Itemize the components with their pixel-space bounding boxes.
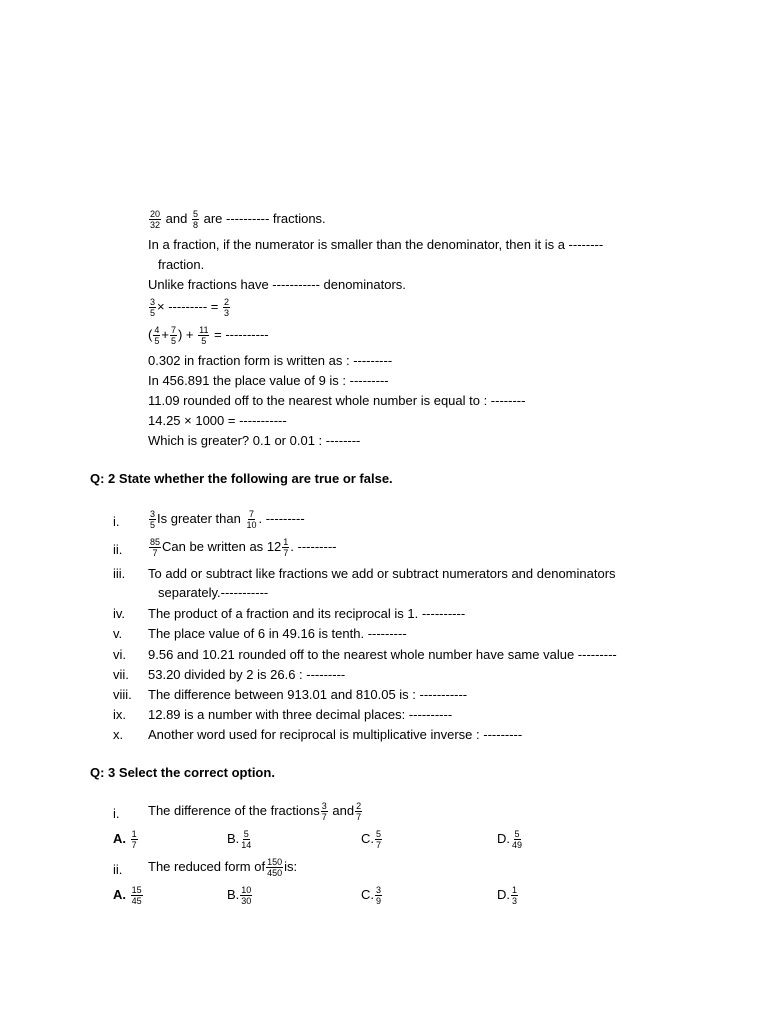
fraction: $\frac{5}{14}$	[241, 829, 252, 850]
mcq-option-c: C. $\frac{5}{7}$	[361, 829, 382, 850]
item-number: iii.	[113, 566, 126, 581]
fraction: $\frac{5}{7}$	[376, 829, 382, 850]
item-number: ix.	[113, 707, 126, 722]
fraction: $\frac{3}{5}$	[150, 509, 156, 530]
fraction: $\frac{1}{3}$	[512, 885, 518, 906]
tf-item: To add or subtract like fractions we add or subtract numerators and denominators	[148, 566, 616, 581]
mcq-option-d: D. $\frac{5}{49}$	[497, 829, 523, 850]
tf-item: 12.89 is a number with three decimal places: ----------	[148, 707, 453, 722]
item-number: ii.	[113, 542, 123, 557]
section-heading: Q: 2 State whether the following are true or false.	[90, 471, 393, 486]
q7-line: In 456.891 the place value of 9 is : ---------	[148, 373, 389, 388]
fraction: $\frac{1}{7}$	[283, 537, 289, 558]
item-number: vii.	[113, 667, 129, 682]
item-number: v.	[113, 626, 123, 641]
tf-item: The place value of 6 in 49.16 is tenth. ---------	[148, 626, 407, 641]
mcq-option-b: B. $\frac{5}{14}$	[227, 829, 252, 850]
fraction: $\frac{1}{7}$	[131, 829, 137, 850]
mcq-question: The difference of the fractions $\frac{3}{7}$ and $\frac{2}{7}$	[148, 801, 362, 822]
fraction: $\frac{7}{5}$	[170, 325, 176, 346]
item-number: vi.	[113, 647, 126, 662]
q1-line: $\frac{20}{32}$ and $\frac{5}{8}$ are ---------- fractions.	[150, 209, 326, 230]
q2-line1: In a fraction, if the numerator is smaller than the denominator, then it is a --------	[148, 237, 604, 252]
tf-item: 53.20 divided by 2 is 26.6 : ---------	[148, 667, 346, 682]
fraction: $\frac{2}{7}$	[356, 801, 362, 822]
q5-line: ( $\frac{4}{5}$ + $\frac{7}{5}$ ) + $\frac{11}{5}$ = ----------	[148, 325, 269, 346]
item-number: i.	[113, 806, 120, 821]
mcq-option-c: C. $\frac{3}{9}$	[361, 885, 382, 906]
tf-item: The difference between 913.01 and 810.05 is : -----------	[148, 687, 468, 702]
tf-item: $\frac{3}{5}$ Is greater than $\frac{7}{10}$ . ---------	[150, 509, 305, 530]
item-number: i.	[113, 514, 120, 529]
fraction: $\frac{10}{30}$	[241, 885, 252, 906]
fraction: $\frac{2}{3}$	[224, 297, 230, 318]
tf-item-continued: separately.-----------	[158, 585, 269, 600]
fraction: $\frac{85}{7}$	[150, 537, 161, 558]
fraction: $\frac{150}{450}$	[267, 857, 283, 878]
fraction: $\frac{3}{5}$	[150, 297, 156, 318]
tf-item: The product of a fraction and its reciprocal is 1. ----------	[148, 606, 466, 621]
q2-line2: fraction.	[158, 257, 205, 272]
mcq-option-a: A. $\frac{15}{45}$	[113, 885, 142, 906]
tf-item: $\frac{85}{7}$ Can be written as 12 $\frac{1}{7}$ . ---------	[150, 537, 337, 558]
q3-line: Unlike fractions have ----------- denominators.	[148, 277, 406, 292]
tf-item: Another word used for reciprocal is multiplicative inverse : ---------	[148, 727, 523, 742]
fraction: $\frac{7}{10}$	[246, 509, 257, 530]
fraction: $\frac{3}{7}$	[321, 801, 327, 822]
item-number: viii.	[113, 687, 132, 702]
mcq-option-a: A. $\frac{1}{7}$	[113, 829, 137, 850]
fraction: $\frac{11}{5}$	[199, 325, 209, 346]
mcq-question: The reduced form of $\frac{150}{450}$ is:	[148, 857, 298, 878]
tf-item: 9.56 and 10.21 rounded off to the nearest whole number have same value ---------	[148, 647, 617, 662]
fraction: $\frac{3}{9}$	[376, 885, 382, 906]
fraction: $\frac{4}{5}$	[154, 325, 160, 346]
q8-line: 11.09 rounded off to the nearest whole number is equal to : --------	[148, 393, 526, 408]
fraction: $\frac{20}{32}$	[150, 209, 161, 230]
fraction: $\frac{15}{45}$	[131, 885, 142, 906]
fraction: $\frac{5}{8}$	[192, 209, 198, 230]
item-number: iv.	[113, 606, 126, 621]
section-heading: Q: 3 Select the correct option.	[90, 765, 275, 780]
mcq-option-d: D. $\frac{1}{3}$	[497, 885, 518, 906]
q9-line: 14.25 × 1000 = -----------	[148, 413, 287, 428]
item-number: x.	[113, 727, 124, 742]
q4-line: $\frac{3}{5}$ × --------- = $\frac{2}{3}$	[150, 297, 230, 318]
item-number: ii.	[113, 862, 123, 877]
q10-line: Which is greater? 0.1 or 0.01 : --------	[148, 433, 361, 448]
fraction: $\frac{5}{49}$	[512, 829, 523, 850]
q6-line: 0.302 in fraction form is written as : ---------	[148, 353, 393, 368]
mcq-option-b: B. $\frac{10}{30}$	[227, 885, 252, 906]
